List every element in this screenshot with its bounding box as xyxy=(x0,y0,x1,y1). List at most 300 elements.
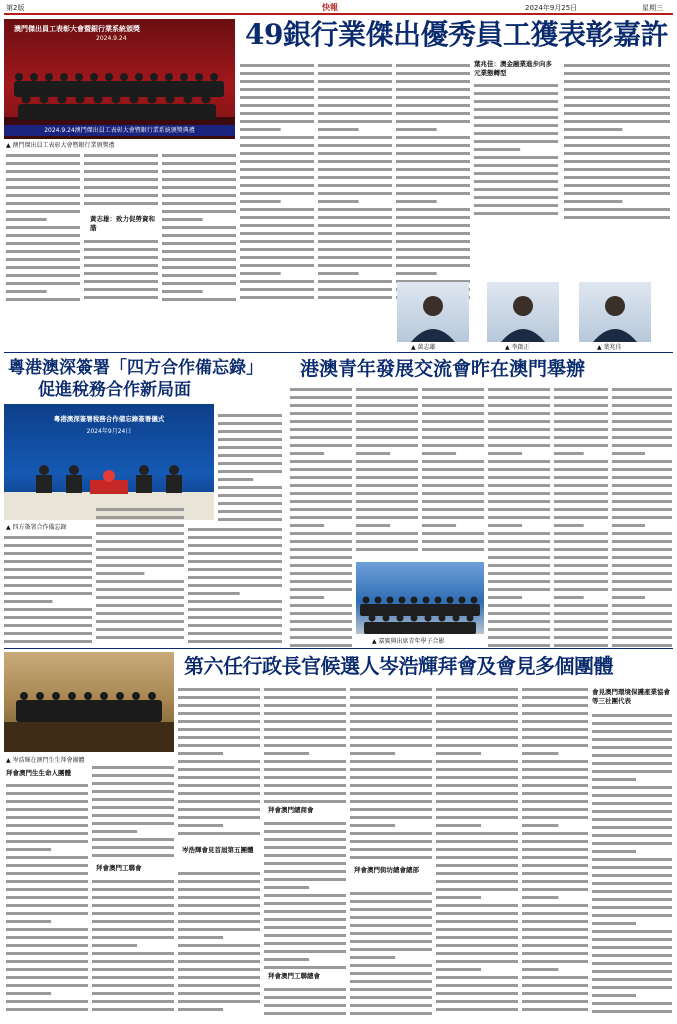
text-line xyxy=(162,242,236,245)
article4-col6-text xyxy=(436,686,518,1018)
text-line xyxy=(356,460,418,463)
article2-col1-text xyxy=(218,412,282,522)
text-line xyxy=(92,814,174,817)
text-line xyxy=(522,776,588,779)
text-line xyxy=(6,944,88,947)
text-lines-placeholder xyxy=(356,386,418,558)
header-rule xyxy=(4,13,673,15)
text-line xyxy=(592,722,672,725)
text-line xyxy=(522,800,588,803)
text-line xyxy=(290,460,352,463)
text-line xyxy=(290,500,352,503)
text-line xyxy=(264,942,346,945)
text-line xyxy=(92,1008,174,1011)
text-line xyxy=(554,484,608,487)
text-line xyxy=(422,540,484,543)
text-line xyxy=(522,688,588,691)
text-line xyxy=(488,644,550,647)
text-line xyxy=(84,240,158,243)
text-line xyxy=(350,840,432,843)
text-line xyxy=(318,88,392,91)
text-line xyxy=(178,688,260,691)
tax-photo-caption: ▲ 四方簽署合作備忘錄 xyxy=(6,524,67,531)
portrait-yip xyxy=(579,282,651,342)
text-line xyxy=(436,768,518,771)
text-line xyxy=(592,730,672,733)
text-line xyxy=(240,136,314,139)
person-icon xyxy=(487,282,559,342)
text-line xyxy=(188,624,282,627)
text-line xyxy=(178,808,260,811)
text-line xyxy=(178,728,260,731)
text-line xyxy=(264,918,346,921)
text-line xyxy=(488,588,550,591)
text-line xyxy=(554,612,608,615)
text-line xyxy=(488,500,550,503)
text-line xyxy=(6,976,88,979)
text-line xyxy=(4,592,92,595)
text-line xyxy=(592,954,672,957)
youth-group-photo xyxy=(356,562,484,634)
text-line xyxy=(554,396,608,399)
text-line xyxy=(92,976,174,979)
text-line xyxy=(84,162,158,165)
text-line xyxy=(564,88,670,91)
text-line xyxy=(350,728,432,731)
text-line xyxy=(592,882,672,885)
text-line xyxy=(4,576,92,579)
text-line xyxy=(318,184,392,187)
text-line xyxy=(564,152,670,155)
text-line xyxy=(612,444,672,447)
text-line xyxy=(264,760,346,763)
text-line xyxy=(356,388,418,391)
text-line xyxy=(522,720,588,723)
text-line xyxy=(396,256,470,259)
text-line xyxy=(396,96,470,99)
text-line xyxy=(318,160,392,163)
text-lines-placeholder xyxy=(92,764,174,860)
text-line xyxy=(290,436,352,439)
text-line xyxy=(96,572,144,575)
text-lines-placeholder xyxy=(4,534,92,644)
text-line xyxy=(264,696,346,699)
text-line xyxy=(240,216,314,219)
text-line xyxy=(6,250,80,253)
text-line xyxy=(350,696,432,699)
text-line xyxy=(554,500,608,503)
tax-photo-banner: 粵港澳深簽署稅務合作備忘錄簽署儀式 xyxy=(53,415,165,423)
text-line xyxy=(178,736,260,739)
text-line xyxy=(488,444,550,447)
text-line xyxy=(6,234,80,237)
text-line xyxy=(84,264,158,267)
text-line xyxy=(240,224,314,227)
text-line xyxy=(178,944,260,947)
text-line xyxy=(178,904,260,907)
text-line xyxy=(522,856,588,859)
text-line xyxy=(240,168,314,171)
text-line xyxy=(240,200,281,203)
text-line xyxy=(474,108,558,111)
article4-col2b-text xyxy=(92,878,174,1018)
text-line xyxy=(554,588,608,591)
text-line xyxy=(92,984,174,987)
text-line xyxy=(178,984,260,987)
text-line xyxy=(592,810,672,813)
text-line xyxy=(92,782,174,785)
person-icon xyxy=(579,282,651,342)
text-line xyxy=(612,628,672,631)
text-line xyxy=(178,720,260,723)
text-line xyxy=(218,430,282,433)
text-line xyxy=(522,848,588,851)
text-line xyxy=(92,888,174,891)
text-lines-placeholder xyxy=(188,526,282,644)
text-line xyxy=(318,256,392,259)
text-line xyxy=(422,404,484,407)
text-line xyxy=(188,576,282,579)
text-line xyxy=(522,816,588,819)
ce-meeting-photo xyxy=(4,652,174,752)
text-line xyxy=(350,832,432,835)
text-line xyxy=(96,580,184,583)
text-line xyxy=(6,856,88,859)
text-line xyxy=(396,192,470,195)
text-line xyxy=(522,736,588,739)
tax-headline-1: 粵港澳深簽署「四方合作備忘錄」 xyxy=(8,358,263,378)
text-line xyxy=(6,298,80,301)
text-line xyxy=(356,524,390,527)
text-line xyxy=(84,186,158,189)
text-line xyxy=(612,596,645,599)
text-line xyxy=(350,792,432,795)
text-line xyxy=(396,208,470,211)
page-header xyxy=(0,0,677,14)
text-line xyxy=(488,620,550,623)
tax-photo-banner-date: 2024年9月24日 xyxy=(86,428,132,435)
text-line xyxy=(290,604,352,607)
text-line xyxy=(612,620,672,623)
text-line xyxy=(350,1004,432,1007)
text-line xyxy=(84,202,158,205)
text-line xyxy=(554,388,608,391)
text-line xyxy=(522,728,588,731)
text-line xyxy=(422,476,484,479)
text-line xyxy=(356,484,418,487)
text-line xyxy=(264,854,346,857)
text-line xyxy=(564,144,670,147)
text-line xyxy=(162,298,236,301)
text-line xyxy=(92,912,174,915)
text-line xyxy=(522,952,588,955)
text-line xyxy=(592,770,672,773)
text-line xyxy=(474,212,558,215)
text-line xyxy=(592,970,672,973)
text-line xyxy=(318,96,392,99)
text-line xyxy=(6,896,88,899)
text-line xyxy=(96,516,184,519)
text-line xyxy=(564,80,670,83)
text-line xyxy=(488,388,550,391)
text-line xyxy=(162,274,236,277)
crowd-illustration xyxy=(356,590,484,634)
text-line xyxy=(436,1000,518,1003)
text-line xyxy=(612,476,672,479)
article4-col3b-text xyxy=(178,870,260,1018)
text-line xyxy=(162,210,236,213)
text-line xyxy=(554,644,608,647)
text-line xyxy=(96,564,184,567)
text-line xyxy=(436,744,518,747)
article1-col2-text xyxy=(84,152,158,207)
text-line xyxy=(474,196,558,199)
text-line xyxy=(218,414,282,417)
text-line xyxy=(178,696,260,699)
text-line xyxy=(188,552,282,555)
text-line xyxy=(422,452,456,455)
text-line xyxy=(356,452,390,455)
text-line xyxy=(488,396,550,399)
article4-col2-text xyxy=(92,764,174,860)
text-line xyxy=(612,436,672,439)
text-line xyxy=(178,960,260,963)
text-line xyxy=(92,992,174,995)
text-line xyxy=(6,984,88,987)
text-line xyxy=(564,96,670,99)
text-line xyxy=(350,848,432,851)
text-line xyxy=(162,226,236,229)
text-line xyxy=(178,872,260,875)
text-line xyxy=(522,880,588,883)
text-line xyxy=(554,468,608,471)
text-line xyxy=(290,596,324,599)
text-line xyxy=(436,968,481,971)
text-line xyxy=(84,154,158,157)
text-line xyxy=(436,712,518,715)
text-line xyxy=(592,818,672,821)
tax-headline-2: 促進稅務合作新局面 xyxy=(38,380,191,400)
text-line xyxy=(92,798,174,801)
text-line xyxy=(554,508,608,511)
text-line xyxy=(290,548,352,551)
text-lines-placeholder xyxy=(564,62,670,222)
text-line xyxy=(592,850,636,853)
text-line xyxy=(474,84,558,87)
text-line xyxy=(396,200,437,203)
text-line xyxy=(436,912,518,915)
text-line xyxy=(592,898,672,901)
text-line xyxy=(422,412,484,415)
text-line xyxy=(264,712,346,715)
text-line xyxy=(350,948,432,951)
text-line xyxy=(522,944,588,947)
caption-li: ▲ 李啟正 xyxy=(505,344,530,351)
text-line xyxy=(592,906,672,909)
text-line xyxy=(474,140,558,143)
text-line xyxy=(592,922,636,925)
text-line xyxy=(162,170,236,173)
text-line xyxy=(356,540,418,543)
text-line xyxy=(396,216,470,219)
text-line xyxy=(290,620,352,623)
text-line xyxy=(592,866,672,869)
text-line xyxy=(554,436,608,439)
text-line xyxy=(436,880,518,883)
article3-col5-text xyxy=(554,386,608,648)
text-line xyxy=(318,168,392,171)
text-line xyxy=(318,112,392,115)
article4-col7-text xyxy=(522,686,588,1018)
text-line xyxy=(178,976,260,979)
text-line xyxy=(592,794,672,797)
text-line xyxy=(564,184,670,187)
text-line xyxy=(240,192,314,195)
text-line xyxy=(178,1000,260,1003)
text-line xyxy=(178,896,260,899)
text-line xyxy=(396,104,470,107)
text-line xyxy=(162,290,203,293)
text-line xyxy=(264,720,346,723)
text-line xyxy=(436,864,518,867)
text-line xyxy=(6,162,80,165)
text-line xyxy=(84,248,158,251)
text-line xyxy=(264,988,346,991)
text-line xyxy=(554,556,608,559)
text-line xyxy=(474,188,558,191)
text-line xyxy=(488,516,550,519)
text-line xyxy=(612,644,672,647)
text-line xyxy=(84,178,158,181)
article1-col3-text xyxy=(162,152,236,302)
text-line xyxy=(6,784,88,787)
text-line xyxy=(318,264,392,267)
text-line xyxy=(522,840,588,843)
text-line xyxy=(350,900,432,903)
text-line xyxy=(592,978,672,981)
text-line xyxy=(318,80,392,83)
text-line xyxy=(162,194,236,197)
text-line xyxy=(350,784,432,787)
text-line xyxy=(422,548,484,551)
text-line xyxy=(178,880,260,883)
text-line xyxy=(592,938,672,941)
article3-col1-text xyxy=(290,386,352,648)
text-line xyxy=(554,524,584,527)
text-line xyxy=(474,92,558,95)
text-line xyxy=(92,846,174,849)
text-line xyxy=(350,816,432,819)
text-line xyxy=(6,274,80,277)
text-line xyxy=(592,786,672,789)
text-line xyxy=(92,968,174,971)
text-line xyxy=(612,540,672,543)
text-line xyxy=(264,800,346,803)
text-line xyxy=(6,210,80,213)
text-line xyxy=(474,164,558,167)
text-line xyxy=(522,784,588,787)
text-line xyxy=(6,920,51,923)
text-line xyxy=(240,288,314,291)
text-line xyxy=(178,936,223,939)
text-line xyxy=(350,996,432,999)
text-line xyxy=(92,830,137,833)
text-line xyxy=(356,548,418,551)
text-line xyxy=(396,112,470,115)
text-lines-placeholder xyxy=(178,686,260,842)
section-divider-1 xyxy=(4,352,673,353)
text-line xyxy=(592,986,672,989)
text-line xyxy=(290,644,352,647)
text-line xyxy=(436,776,518,779)
article1-col7-text xyxy=(474,82,558,222)
text-line xyxy=(290,492,352,495)
text-line xyxy=(92,766,174,769)
weekday: 星期三 xyxy=(642,4,663,12)
text-line xyxy=(290,388,352,391)
issue-date: 2024年9月25日 xyxy=(525,4,578,12)
text-line xyxy=(264,966,346,969)
text-line xyxy=(290,540,352,543)
text-line xyxy=(522,712,588,715)
text-line xyxy=(218,478,253,481)
text-lines-placeholder xyxy=(612,386,672,648)
text-line xyxy=(350,704,432,707)
text-line xyxy=(592,914,672,917)
text-line xyxy=(350,808,432,811)
text-line xyxy=(522,792,588,795)
text-line xyxy=(592,890,672,893)
text-line xyxy=(612,460,672,463)
text-line xyxy=(356,444,418,447)
text-line xyxy=(554,548,608,551)
text-line xyxy=(318,240,392,243)
text-line xyxy=(318,120,392,123)
text-line xyxy=(240,112,314,115)
text-line xyxy=(396,72,470,75)
text-line xyxy=(6,824,88,827)
text-line xyxy=(436,696,518,699)
text-line xyxy=(554,580,608,583)
text-line xyxy=(264,846,346,849)
text-line xyxy=(554,404,608,407)
text-line xyxy=(162,154,236,157)
text-line xyxy=(592,834,672,837)
text-line xyxy=(422,484,484,487)
text-line xyxy=(178,800,260,803)
text-line xyxy=(178,952,260,955)
text-line xyxy=(436,848,518,851)
text-line xyxy=(240,256,314,259)
text-line xyxy=(488,508,550,511)
subhead-visit-1: 拜會澳門生生命人團體 xyxy=(6,769,71,777)
text-line xyxy=(290,628,352,631)
text-line xyxy=(554,564,608,567)
subhead-visit-5: 拜會澳門街坊總會總部 xyxy=(354,866,419,874)
text-line xyxy=(592,874,672,877)
text-line xyxy=(264,862,346,865)
text-line xyxy=(554,572,608,575)
text-line xyxy=(92,928,174,931)
text-line xyxy=(488,612,550,615)
text-line xyxy=(350,824,395,827)
text-line xyxy=(612,452,645,455)
text-line xyxy=(436,984,518,987)
text-line xyxy=(436,952,518,955)
text-line xyxy=(396,80,470,83)
text-line xyxy=(488,556,550,559)
text-line xyxy=(474,156,558,159)
